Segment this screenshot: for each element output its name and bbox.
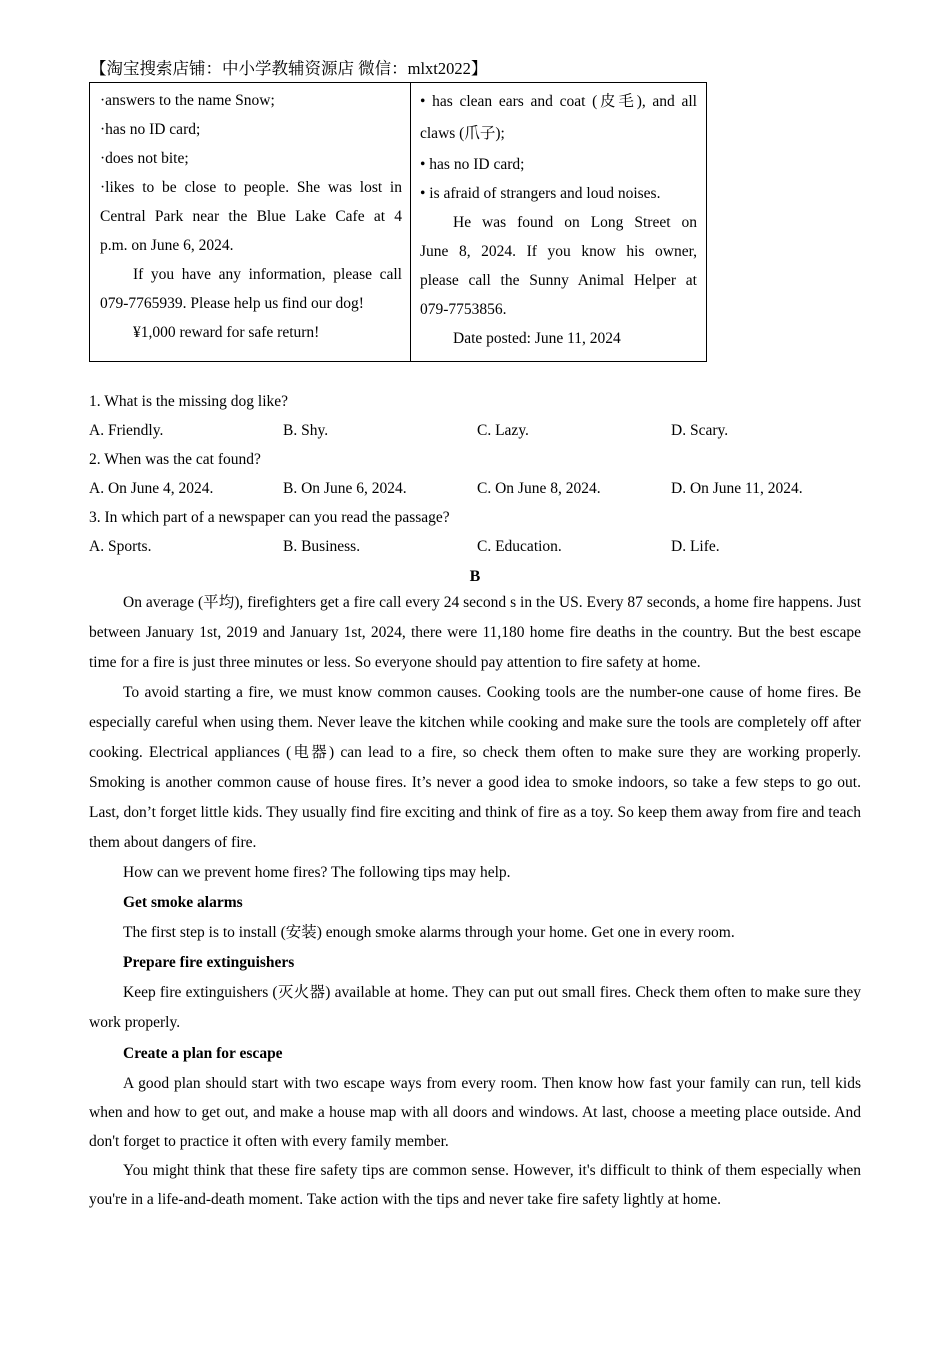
notice-line: ·does not bite; xyxy=(100,150,189,167)
paragraph: The first step is to install (安装) enough smoke alarms through your home. Get one in every room. xyxy=(123,924,735,941)
paragraph: To avoid starting a fire, we must know common causes. Cooking tools are the number-one cause of home fires. Be especially careful when using them. Never leave the kitchen while cooking and make sure the tools are completely off after cooking. Electrical appliances (电器) can lead to a fire, so check them often to make sure they are working properly. Smoking is another common cause of house fires. It’s never a good idea to smoke indoors, so take a few steps to go out. Last, don’t forget little kids. They usually find fire exciting and think of fire as a toy. So keep them away from fire and teach them about dangers of fire. xyxy=(89,684,861,851)
question-text: 3. In which part of a newspaper can you read the passage? xyxy=(89,509,450,526)
notice-line: If you have any information, please call xyxy=(133,266,402,283)
notice-table xyxy=(89,82,707,362)
notice-line: p.m. on June 6, 2024. xyxy=(100,237,234,254)
tip-heading: Prepare fire extinguishers xyxy=(123,954,295,971)
page-header: 【淘宝搜索店铺：中小学教辅资源店 微信：mlxt2022】 xyxy=(90,59,488,78)
question-list xyxy=(89,387,869,561)
option-a: A. On June 4, 2024. xyxy=(89,480,214,497)
option-c: C. On June 8, 2024. xyxy=(477,480,601,497)
option-d: D. Life. xyxy=(671,538,720,555)
notice-line: claws (爪子); xyxy=(420,125,505,142)
tip-heading: Create a plan for escape xyxy=(123,1045,283,1062)
notice-line: Central Park near the Blue Lake Cafe at 4 xyxy=(100,208,402,225)
tip-heading: Get smoke alarms xyxy=(123,894,243,911)
notice-line: ¥1,000 reward for safe return! xyxy=(133,324,320,341)
notice-line: Date posted: June 11, 2024 xyxy=(453,330,621,347)
notice-line: 079-7765939. Please help us find our dog! xyxy=(100,295,364,312)
notice-line: please call the Sunny Animal Helper at xyxy=(420,272,697,289)
notice-line: • is afraid of strangers and loud noises. xyxy=(420,185,661,202)
question-text: 1. What is the missing dog like? xyxy=(89,393,289,410)
option-c: C. Education. xyxy=(477,538,562,555)
notice-line: ·likes to be close to people. She was lost in xyxy=(100,179,402,196)
paragraph: You might think that these fire safety tips are common sense. However, it's difficult to think of them especially when you're in a life-and-death moment. Take action with the tips and never take fire safety lightly at home. xyxy=(89,1162,861,1208)
notice-line: ·has no ID card; xyxy=(100,121,201,138)
notice-line: He was found on Long Street on xyxy=(453,214,697,231)
notice-line: ·answers to the name Snow; xyxy=(100,92,275,109)
option-row xyxy=(89,532,869,561)
option-row xyxy=(89,416,869,445)
notice-line: • has clean ears and coat (皮毛), and all xyxy=(420,93,697,110)
option-b: B. Shy. xyxy=(283,422,329,439)
option-a: A. Sports. xyxy=(89,538,152,555)
notice-line: June 8, 2024. If you know his owner, xyxy=(420,243,697,260)
notice-line: 079-7753856. xyxy=(420,301,507,318)
paragraph: A good plan should start with two escape ways from every room. Then know how fast your family can run, tell kids when and how to get out, and make a house map with all doors and windows. At last, choose a meeting place outside. And don't forget to practice it often with every family member. xyxy=(89,1075,861,1150)
paragraph: How can we prevent home fires? The following tips may help. xyxy=(123,864,511,881)
option-b: B. Business. xyxy=(283,538,361,555)
option-row xyxy=(89,474,869,503)
found-cat-notice xyxy=(411,83,706,361)
notice-line: • has no ID card; xyxy=(420,156,525,173)
option-d: D. On June 11, 2024. xyxy=(671,480,803,497)
section-title: B xyxy=(469,568,481,585)
option-b: B. On June 6, 2024. xyxy=(283,480,407,497)
option-c: C. Lazy. xyxy=(477,422,529,439)
passage-b xyxy=(89,588,861,1214)
paragraph: On average (平均), firefighters get a fire call every 24 second s in the US. Every 87 seconds, a home fire happens. Just between January 1st, 2019 and January 1st, 2024, there were 11,180 home fire deaths in the country. But the best escape time for a fire is just three minutes or less. So everyone should pay attention to fire safety at home. xyxy=(89,594,861,671)
option-a: A. Friendly. xyxy=(89,422,164,439)
lost-dog-notice xyxy=(90,83,411,361)
question-text: 2. When was the cat found? xyxy=(89,451,261,468)
option-d: D. Scary. xyxy=(671,422,729,439)
paragraph: Keep fire extinguishers (灭火器) available at home. They can put out small fires. Check them often to make sure they work properly. xyxy=(89,984,861,1031)
